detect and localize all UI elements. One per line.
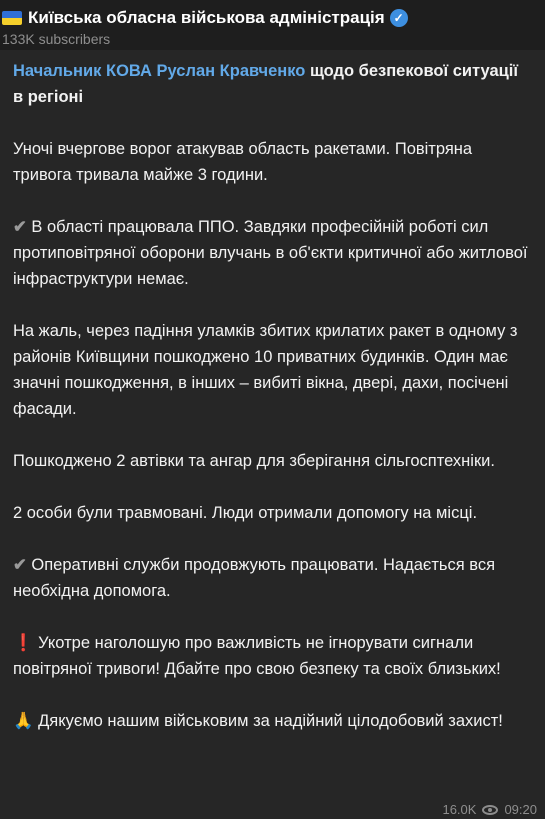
- exclamation-icon: ❗: [13, 634, 34, 652]
- channel-title-row: [0, 6, 545, 30]
- message-time: 09:20: [504, 802, 537, 817]
- praying-hands-icon: 🙏: [13, 712, 34, 730]
- paragraph-air-defense-text: В області працювала ППО. Завдяки професійній роботі сил протиповітряної оборони влучань в об'єкти критичної або житлової інфраструктури немає.: [13, 218, 528, 288]
- eye-icon: [482, 805, 498, 815]
- post-title: [13, 58, 531, 110]
- paragraph-injured: 2 особи були травмовані. Люди отримали допомогу на місці.: [13, 504, 478, 522]
- paragraph-damage: На жаль, через падіння уламків збитих крилатих ракет в одному з районів Київщини пошкоджено 10 приватних будинків. Один має значні пошкодження, в інших – вибиті вікна, двері, дахи, посічені фасади.: [13, 322, 518, 418]
- paragraph-vehicles: Пошкоджено 2 автівки та ангар для зберігання сільгосптехніки.: [13, 452, 495, 470]
- subscriber-count: 133K subscribers: [2, 31, 111, 47]
- paragraph-services: [13, 552, 531, 604]
- author-link[interactable]: Начальник КОВА Руслан Кравченко: [13, 62, 306, 80]
- channel-name[interactable]: Київська обласна військова адміністрація: [28, 8, 385, 27]
- message-text: [13, 58, 531, 734]
- message-meta: [436, 802, 539, 819]
- paragraph-attack: Уночі вчергове ворог атакував область ракетами. Повітряна тривога тривала майже 3 години.: [13, 140, 473, 184]
- channel-header[interactable]: [0, 0, 545, 50]
- post-title-rest: щодо безпекової ситуації в регіоні: [13, 62, 519, 106]
- check-mark-icon: ✔: [13, 556, 27, 574]
- paragraph-services-text: Оперативні служби продовжують працювати. Надається вся необхідна допомога.: [13, 556, 496, 600]
- paragraph-thanks-text: Дякуємо нашим військовим за надійний цілодобовий захист!: [33, 712, 503, 730]
- message-bubble: [0, 50, 545, 819]
- verified-icon: ✓: [390, 9, 408, 27]
- paragraph-warning: [13, 630, 531, 682]
- paragraph-air-defense: [13, 214, 531, 292]
- paragraph-thanks: [13, 708, 531, 734]
- paragraph-warning-text: Укотре наголошую про важливість не ігнорувати сигнали повітряної тривоги! Дбайте про свою безпеку та своїх близьких!: [13, 634, 501, 678]
- ukraine-flag-icon: [2, 11, 22, 25]
- check-mark-icon: ✔: [13, 218, 27, 236]
- view-count: 16.0K: [442, 802, 477, 817]
